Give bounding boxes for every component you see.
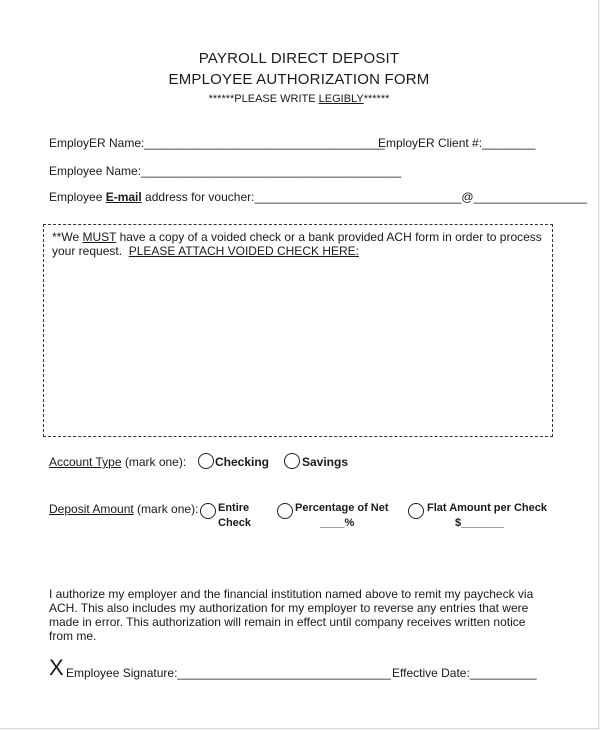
email-prefix: Employee — [49, 190, 106, 204]
flat-amount-line1: Flat Amount per Check — [427, 502, 547, 514]
entire-check-line2: Check — [218, 517, 252, 529]
savings-radio[interactable] — [284, 453, 300, 469]
employee-name-field[interactable] — [49, 164, 401, 178]
auth-line: made in error. This authorization will remain in effect until company receives written notice — [49, 615, 526, 629]
signature-x-mark: X — [49, 655, 64, 680]
deposit-amount-hint: (mark one): — [133, 502, 199, 516]
auth-line: from me. — [49, 629, 97, 643]
form-title-line1: PAYROLL DIRECT DEPOSIT — [198, 50, 400, 67]
flat-amount-radio[interactable] — [408, 503, 424, 519]
percentage-net-line1: Percentage of Net — [295, 502, 389, 514]
signature-label: Employee Signature: — [66, 666, 178, 680]
flat-amount-blank[interactable]: $_______ — [455, 517, 504, 529]
employer-client-label: EmployER Client #: — [378, 136, 483, 150]
entire-check-radio[interactable] — [200, 503, 216, 519]
instr-attach-here: PLEASE ATTACH VOIDED CHECK HERE: — [128, 244, 359, 258]
effective-date-label: Effective Date: — [392, 666, 470, 680]
email-bold-label: E-mail — [105, 190, 142, 204]
effective-date-blank[interactable]: __________ — [469, 666, 537, 680]
note-suffix: ****** — [363, 93, 390, 105]
instr-prefix: **We — [52, 230, 83, 244]
employee-name-blank[interactable]: _______________________________________ — [141, 164, 402, 178]
voided-check-attachment-area[interactable] — [43, 224, 553, 437]
email-at: @ — [461, 190, 474, 204]
email-user-blank[interactable]: _______________________________ — [254, 190, 462, 204]
effective-date-field[interactable] — [392, 666, 537, 680]
note-prefix: ******PLEASE WRITE — [208, 93, 319, 105]
savings-option-label: Savings — [302, 455, 349, 469]
instr-must: MUST — [82, 230, 117, 244]
auth-line: I authorize my employer and the financial institution named above to remit my paycheck via — [49, 587, 534, 601]
form-title-line2: EMPLOYEE AUTHORIZATION FORM — [168, 71, 430, 88]
signature-blank[interactable]: ________________________________ — [177, 666, 391, 680]
employer-name-blank[interactable]: ____________________________________ — [144, 136, 385, 150]
legibility-note — [0, 93, 598, 105]
employee-name-label: Employee Name: — [49, 164, 142, 178]
account-type-title: Account Type — [49, 455, 122, 469]
account-type-hint: (mark one): — [121, 455, 187, 469]
percentage-net-blank[interactable]: ____% — [320, 517, 355, 529]
employee-email-field[interactable] — [49, 190, 587, 204]
employer-name-label: EmployER Name: — [49, 136, 145, 150]
employee-signature-field[interactable] — [66, 666, 391, 680]
authorization-text — [49, 587, 533, 643]
employer-client-blank[interactable]: ________ — [482, 136, 536, 150]
deposit-amount-title: Deposit Amount — [49, 502, 134, 516]
checking-radio[interactable] — [198, 453, 214, 469]
instr-line1: have a copy of a voided check or a bank provided ACH form in order to process — [116, 230, 542, 244]
auth-line: ACH. This also includes my authorization for my employer to reverse any entries that were — [49, 601, 529, 615]
voided-check-instructions — [52, 230, 542, 258]
employer-client-field[interactable] — [378, 136, 535, 150]
email-suffix: address for voucher: — [141, 190, 255, 204]
entire-check-line1: Entire — [218, 502, 250, 514]
deposit-amount-label — [49, 502, 198, 516]
note-underlined: LEGIBLY — [318, 93, 364, 105]
checking-option-label: Checking — [215, 455, 270, 469]
instr-line2-prefix: your request. — [52, 244, 129, 258]
account-type-label — [49, 455, 186, 469]
employer-name-field[interactable] — [49, 136, 385, 150]
email-domain-blank[interactable]: _________________ — [473, 190, 587, 204]
percentage-net-radio[interactable] — [277, 503, 293, 519]
